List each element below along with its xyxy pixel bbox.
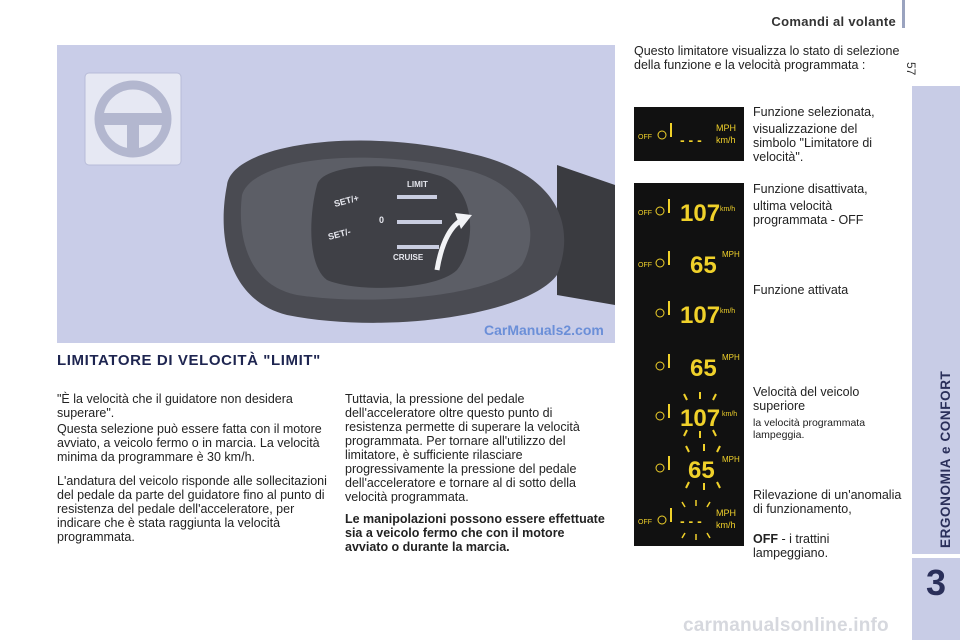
display-function-off-kmh bbox=[634, 183, 744, 237]
set-minus-label: SET/- bbox=[326, 226, 352, 242]
lever-photo bbox=[57, 45, 615, 343]
display-unit: km/h bbox=[722, 411, 738, 418]
state-5-desc-rest: - i trattini lampeggiano. bbox=[753, 532, 830, 560]
state-5-title: Rilevazione di un'anomalia di funzionamento, bbox=[753, 488, 902, 516]
display-function-off-mph bbox=[634, 235, 744, 289]
state-4-desc: la velocità programmata lampeggia. bbox=[753, 417, 866, 441]
state-1-title: Funzione selezionata, bbox=[753, 105, 875, 119]
steering-wheel-icon bbox=[85, 73, 181, 165]
display-unit: km/h bbox=[720, 308, 736, 315]
display-malfunction bbox=[634, 492, 744, 546]
lever-illustration bbox=[57, 45, 615, 343]
display-unit-mph: MPH bbox=[716, 508, 736, 518]
state-2-title: Funzione disattivata, bbox=[753, 182, 868, 196]
right-intro: Questo limitatore visualizza lo stato di selezione della funzione e la velocità programmata : bbox=[634, 44, 900, 72]
display-unit: km/h bbox=[720, 206, 736, 213]
display-function-selected bbox=[634, 107, 744, 161]
display-function-active-kmh bbox=[634, 285, 744, 339]
display-speed-exceeded-kmh bbox=[634, 388, 744, 442]
display-unit: MPH bbox=[722, 455, 740, 464]
display-unit-kmh: km/h bbox=[716, 520, 736, 530]
middle-paragraph-bold: Le manipolazioni possono essere effettuate sia a veicolo fermo che con il motore avviato o durante la marcia. bbox=[345, 512, 605, 554]
state-3-title: Funzione attivata bbox=[753, 283, 849, 297]
left-paragraph-3: L'andatura del veicolo risponde alle sollecitazioni del pedale da parte del guidatore fino al punto di resistenza del pedale dell'acceleratore, per indicare che è stata raggiunta la velocità programmata. bbox=[57, 474, 327, 544]
display-value: - - - bbox=[680, 132, 702, 148]
display-value: 107 bbox=[680, 200, 721, 227]
left-paragraph-1: "È la velocità che il guidatore non desidera superare". bbox=[57, 392, 293, 420]
chapter-number: 3 bbox=[925, 562, 947, 603]
display-value: 65 bbox=[688, 457, 715, 484]
lever-body bbox=[224, 141, 565, 323]
limit-label: LIMIT bbox=[407, 180, 428, 189]
display-function-active-mph bbox=[634, 338, 744, 392]
state-1-desc: visualizzazione del simbolo "Limitatore di velocità". bbox=[753, 122, 873, 164]
state-4-title: Velocità del veicolo superiore bbox=[753, 385, 860, 413]
page-number: 57 bbox=[904, 62, 918, 76]
middle-paragraph-1: Tuttavia, la pressione del pedale dell'acceleratore oltre questo punto di resistenza permette di superare la velocità programmata. Per tornare all'utilizzo del limitatore, è sufficiente rilasciare progressivamente la pressione del pedale dell'acceleratore e tornare al di sotto della velocità programmata. bbox=[345, 392, 580, 504]
display-unit: MPH bbox=[722, 250, 740, 259]
display-off-text: OFF bbox=[638, 210, 652, 217]
display-off-text: OFF bbox=[638, 262, 652, 269]
section-label: ERGONOMIA e CONFORT bbox=[938, 370, 953, 548]
display-off-text: OFF bbox=[638, 519, 652, 526]
display-off-text: OFF bbox=[638, 134, 652, 141]
header-divider bbox=[902, 0, 905, 28]
state-5-desc bbox=[753, 532, 903, 560]
display-value: - - - bbox=[680, 513, 702, 529]
state-5-desc-off: OFF bbox=[753, 532, 778, 546]
display-value: 65 bbox=[690, 252, 717, 279]
left-paragraph-2: Questa selezione può essere fatta con il motore avviato, a veicolo fermo o in marcia. La velocità minima da programmare è 30 km/h. bbox=[57, 422, 322, 464]
state-2-desc: ultima velocità programmata - OFF bbox=[753, 199, 864, 227]
display-value: 107 bbox=[680, 405, 721, 432]
section-title: LIMITATORE DI VELOCITÀ "LIMIT" bbox=[57, 352, 321, 369]
set-plus-label: SET/+ bbox=[332, 192, 360, 209]
photo-watermark: CarManuals2.com bbox=[484, 322, 604, 338]
display-value: 107 bbox=[680, 302, 721, 329]
zero-label: 0 bbox=[379, 215, 385, 225]
footer-watermark: carmanualsonline.info bbox=[683, 615, 889, 636]
display-value: 65 bbox=[690, 355, 717, 382]
display-unit: MPH bbox=[722, 353, 740, 362]
cruise-label: CRUISE bbox=[393, 253, 424, 262]
header-title: Comandi al volante bbox=[771, 14, 896, 29]
display-unit-mph: MPH bbox=[716, 123, 736, 133]
display-speed-exceeded-mph bbox=[634, 440, 744, 494]
display-unit-kmh: km/h bbox=[716, 135, 736, 145]
